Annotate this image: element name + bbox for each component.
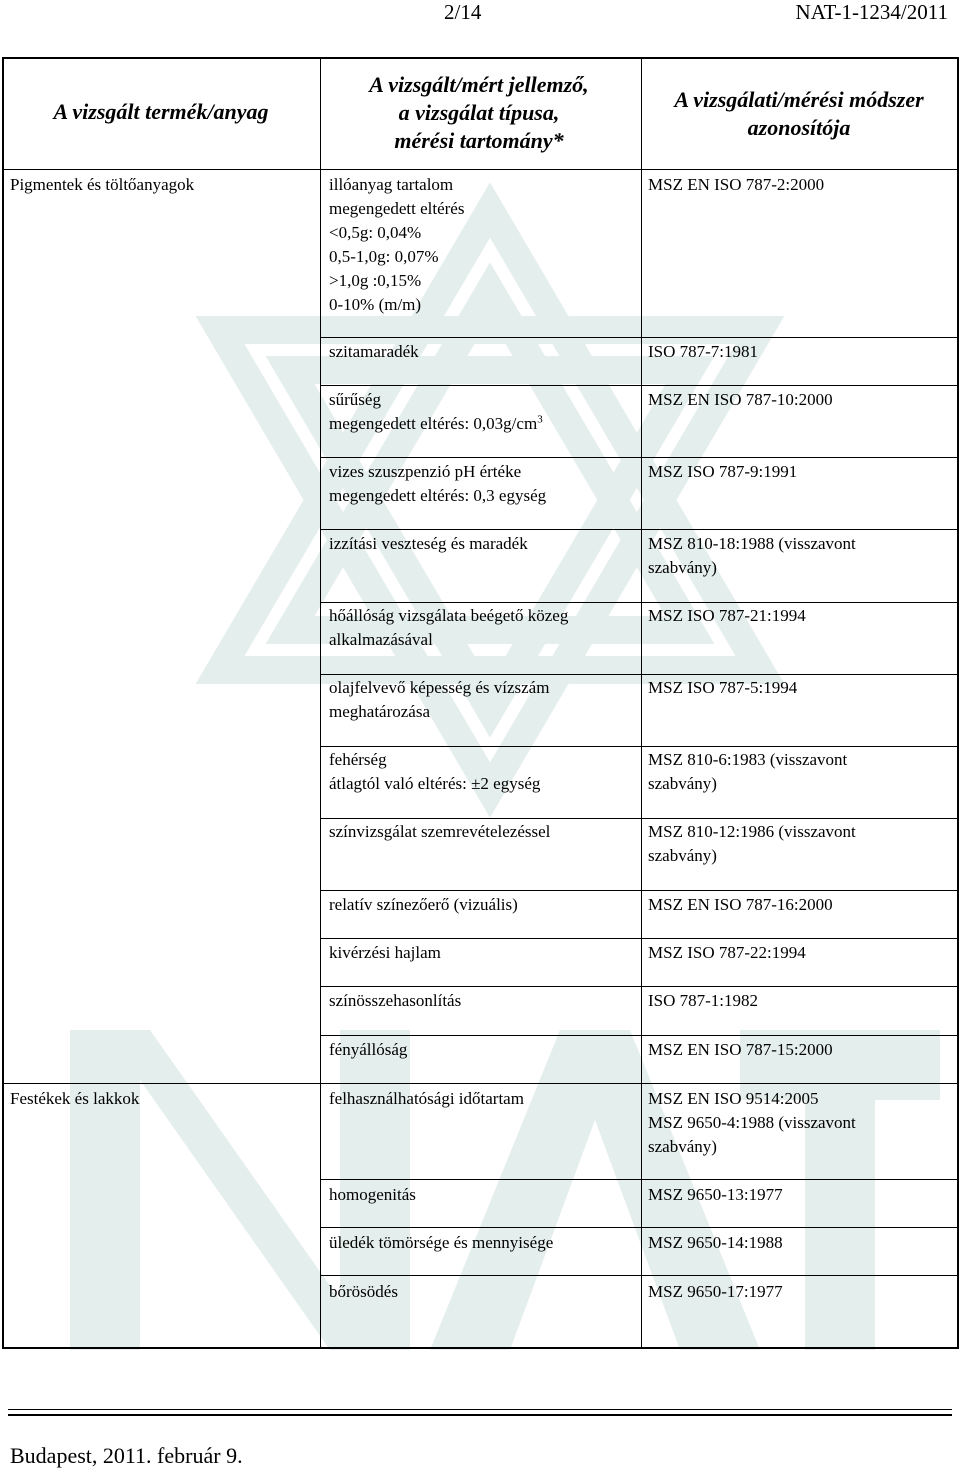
method-cell: MSZ 810-12:1986 (visszavont szabvány)	[648, 822, 856, 865]
property-cell: bőrösödés	[329, 1282, 398, 1301]
column-header-property	[320, 71, 638, 155]
method-cell: MSZ ISO 787-21:1994	[648, 606, 806, 625]
column-header-method-line2: azonosítója	[747, 115, 851, 140]
property-cell: fényállóság	[329, 1040, 408, 1059]
property-cell: hőállóság vizsgálata beégető közeg alkalmazásával	[329, 606, 569, 649]
footer-rule	[8, 1414, 952, 1416]
property-cell: felhasználhatósági időtartam	[329, 1089, 524, 1108]
column-header-property-line3: mérési tartomány*	[394, 128, 564, 153]
method-cell: MSZ 9650-17:1977	[648, 1282, 783, 1301]
document-id: NAT-1-1234/2011	[795, 0, 948, 24]
method-cell: MSZ ISO 787-5:1994	[648, 678, 798, 697]
method-cell: MSZ EN ISO 787-15:2000	[648, 1040, 833, 1059]
method-cell: MSZ 9650-14:1988	[648, 1233, 783, 1252]
property-cell: izzítási veszteség és maradék	[329, 534, 528, 553]
method-cell: MSZ ISO 787-22:1994	[648, 943, 806, 962]
column-header-product: A vizsgált termék/anyag	[53, 99, 269, 124]
property-cell: illóanyag tartalom megengedett eltérés <0,5g: 0,04% 0,5-1,0g: 0,07% >1,0g :0,15% 0-10% (m/m)	[329, 175, 465, 314]
property-cell: színvizsgálat szemrevételezéssel	[329, 822, 551, 841]
footer-rule	[8, 1409, 952, 1410]
property-cell: olajfelvevő képesség és vízszám meghatározása	[329, 678, 550, 721]
property-cell: fehérség átlagtól való eltérés: ±2 egység	[329, 750, 541, 793]
column-header-property-line1: A vizsgált/mért jellemző,	[369, 72, 589, 97]
method-cell: MSZ 810-6:1983 (visszavont szabvány)	[648, 750, 848, 793]
column-header-property-line2: a vizsgálat típusa,	[398, 100, 560, 125]
method-cell: MSZ EN ISO 787-16:2000	[648, 895, 833, 914]
method-cell: MSZ EN ISO 787-10:2000	[648, 390, 833, 409]
column-header-method-line1: A vizsgálati/mérési módszer	[674, 87, 924, 112]
property-cell: sűrűség megengedett eltérés: $0,03g/cm^3$	[329, 390, 543, 433]
property-cell: színösszehasonlítás	[329, 991, 462, 1010]
method-cell: ISO 787-7:1981	[648, 342, 759, 361]
footer-place-date: Budapest, 2011. február 9.	[10, 1443, 243, 1468]
method-cell: MSZ EN ISO 787-2:2000	[648, 175, 825, 194]
method-cell: MSZ ISO 787-9:1991	[648, 462, 798, 481]
property-cell: vizes szuszpenzió pH értéke megengedett eltérés: 0,3 egység	[329, 462, 547, 505]
property-cell: üledék tömörsége és mennyisége	[329, 1233, 554, 1252]
property-cell: relatív színezőerő (vizuális)	[329, 895, 518, 914]
page-number: 2/14	[444, 0, 482, 24]
column-header-method	[641, 86, 957, 142]
property-cell: homogenitás	[329, 1185, 416, 1204]
property-cell: szitamaradék	[329, 342, 419, 361]
method-cell: MSZ EN ISO 9514:2005 MSZ 9650-4:1988 (visszavont szabvány)	[648, 1089, 856, 1156]
method-cell: MSZ 810-18:1988 (visszavont szabvány)	[648, 534, 856, 577]
method-cell: ISO 787-1:1982	[648, 991, 759, 1010]
product-group-label: Festékek és lakkok	[10, 1089, 140, 1108]
property-cell: kivérzési hajlam	[329, 943, 441, 962]
method-cell: MSZ 9650-13:1977	[648, 1185, 783, 1204]
product-group-label: Pigmentek és töltőanyagok	[10, 175, 195, 194]
